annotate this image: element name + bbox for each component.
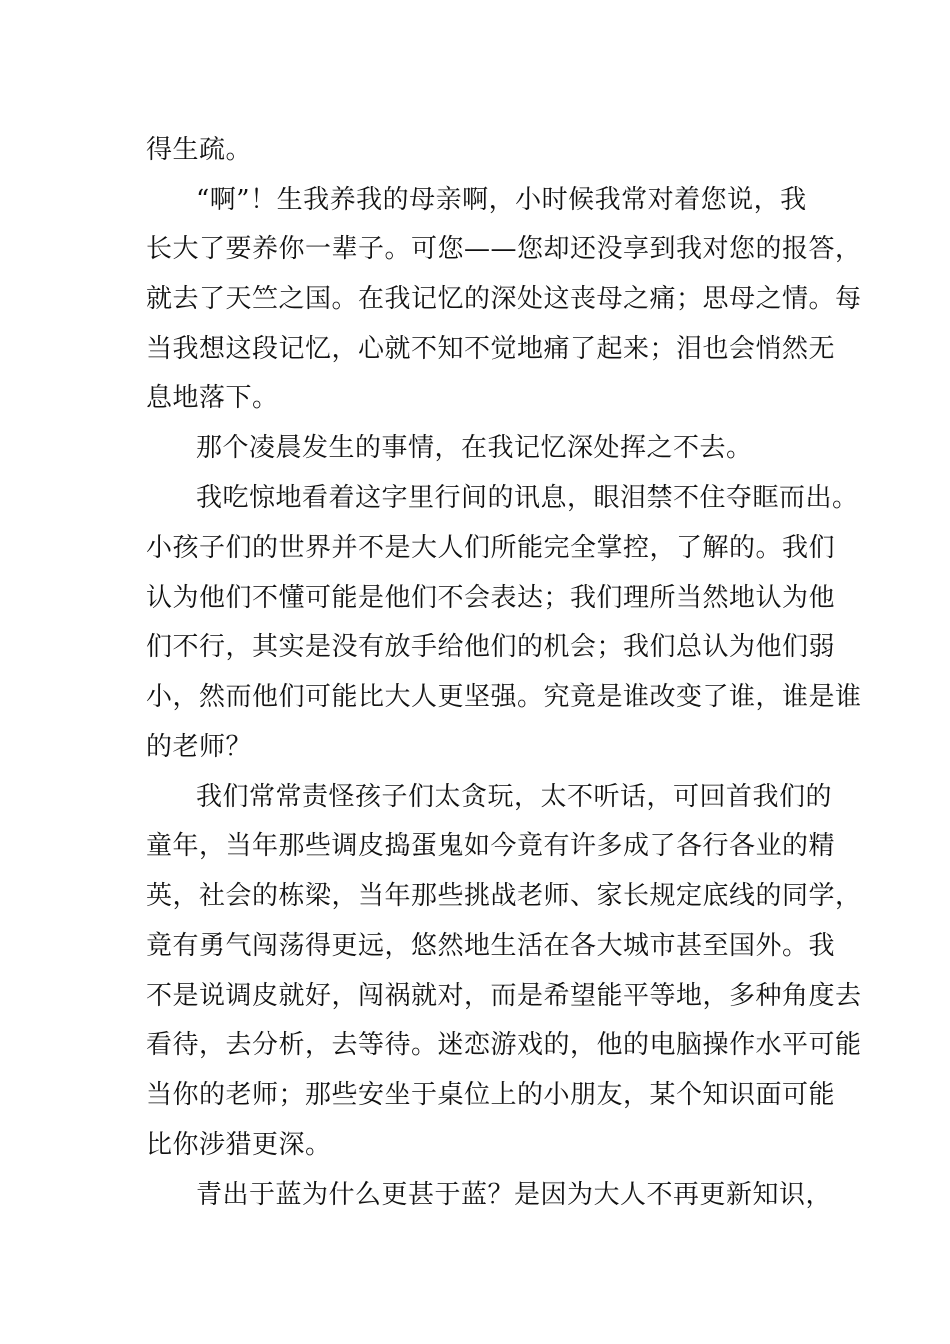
text-line: 竟有勇气闯荡得更远，悠然地生活在各大城市甚至国外。我	[146, 931, 836, 961]
text-line: 长大了要养你一辈子。可您——您却还没享到我对您的报答，	[146, 234, 862, 264]
text-line: 那个凌晨发生的事情，在我记忆深处挥之不去。	[196, 433, 753, 463]
text-line: 青出于蓝为什么更甚于蓝？是因为大人不再更新知识，	[196, 1180, 833, 1210]
text-line: 小，然而他们可能比大人更坚强。究竟是谁改变了谁，谁是谁	[146, 682, 862, 712]
text-line: 认为他们不懂可能是他们不会表达；我们理所当然地认为他	[146, 583, 836, 613]
text-line: 当我想这段记忆，心就不知不觉地痛了起来；泪也会悄然无	[146, 334, 836, 364]
text-line: 比你涉猎更深。	[146, 1130, 332, 1160]
text-line: “啊”！生我养我的母亲啊，小时候我常对着您说，我	[196, 185, 807, 215]
text-line: 息地落下。	[146, 383, 279, 413]
text-line: 不是说调皮就好，闯祸就对，而是希望能平等地，多种角度去	[146, 981, 862, 1011]
text-line: 童年，当年那些调皮捣蛋鬼如今竟有许多成了各行各业的精	[146, 831, 836, 861]
text-line: 的老师？	[146, 732, 253, 762]
text-line: 得生疏。	[146, 135, 253, 165]
text-line: 我们常常责怪孩子们太贪玩，太不听话，可回首我们的	[196, 782, 833, 812]
text-line: 看待，去分析，去等待。迷恋游戏的，他的电脑操作水平可能	[146, 1030, 862, 1060]
text-line: 就去了天竺之国。在我记忆的深处这丧母之痛；思母之情。每	[146, 284, 862, 314]
text-line: 当你的老师；那些安坐于桌位上的小朋友，某个知识面可能	[146, 1080, 836, 1110]
text-line: 们不行，其实是没有放手给他们的机会；我们总认为他们弱	[146, 632, 836, 662]
text-line: 英，社会的栋梁，当年那些挑战老师、家长规定底线的同学，	[146, 881, 862, 911]
text-line: 我吃惊地看着这字里行间的讯息，眼泪禁不住夺眶而出。	[196, 483, 859, 513]
text-line: 小孩子们的世界并不是大人们所能完全掌控，了解的。我们	[146, 533, 836, 563]
